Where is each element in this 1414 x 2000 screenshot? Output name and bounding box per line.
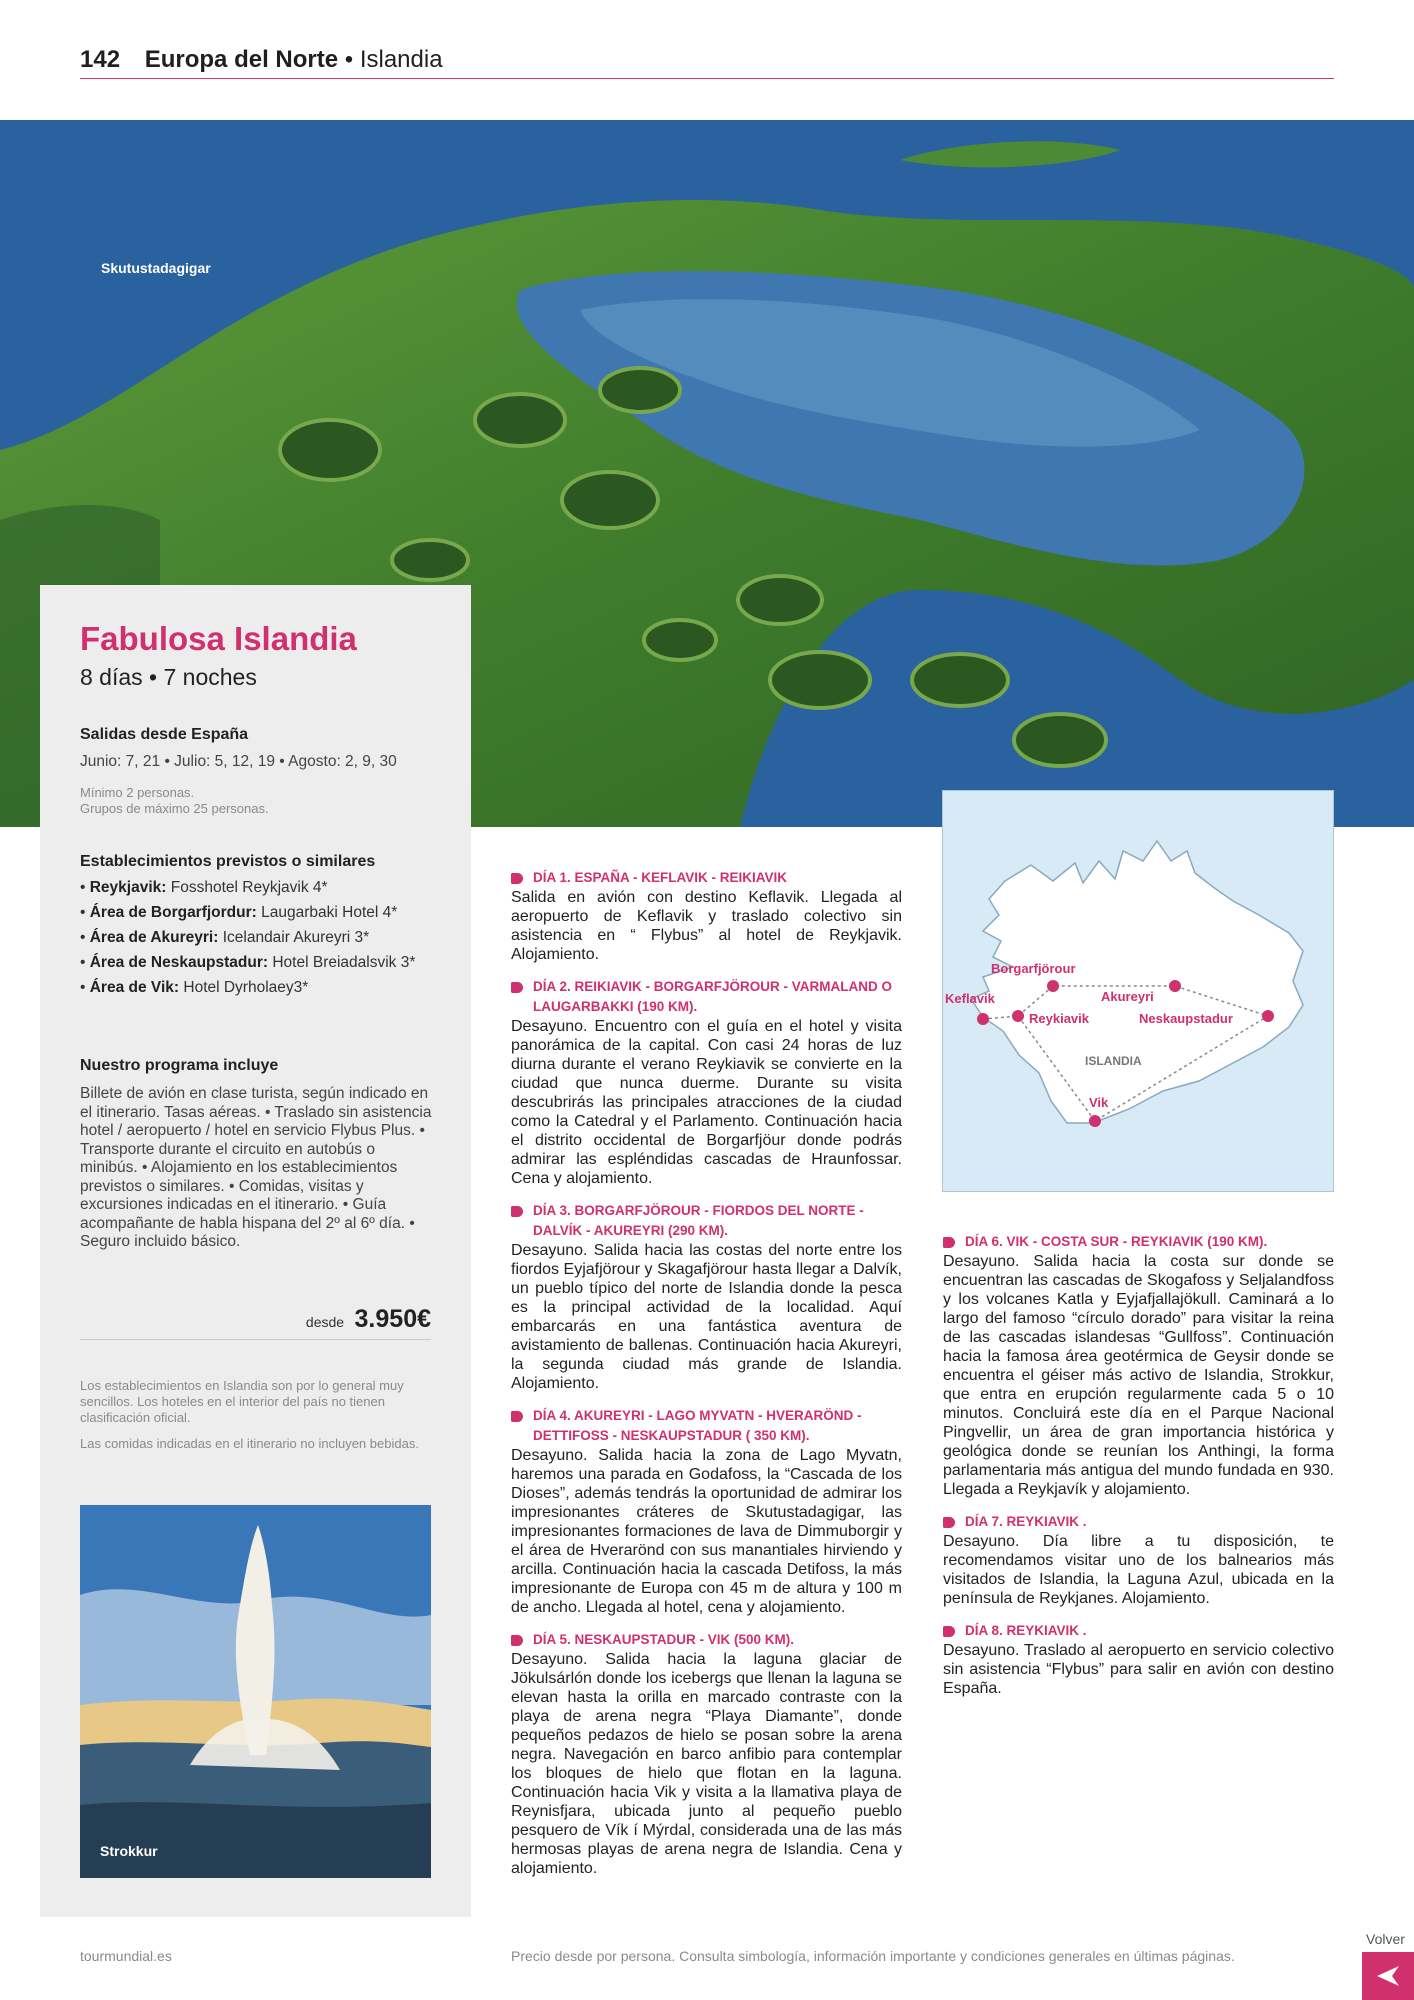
price-amount: 3.950€ [354,1305,431,1333]
day-title: DÍA 5. NESKAUPSTADUR - VIK (500 KM). [511,1630,902,1650]
map-label-borgarfjorour: Borgarfjörour [991,961,1076,976]
geyser-illustration [80,1505,431,1878]
map-label-reykiavik: Reykiavik [1029,1011,1089,1026]
departures-label: Salidas desde España [80,726,249,743]
map-label-vik: Vik [1089,1095,1109,1110]
program-label: Nuestro programa incluye [80,1057,279,1074]
map-marker-borgarfjorour [1047,980,1059,992]
price-divider [80,1339,431,1340]
map-label-keflavik: Keflavik [945,991,995,1006]
itinerary-day [511,1201,902,1393]
establishment-place: Área de Vik: [89,979,180,996]
page-number: 142 [80,46,121,73]
page-header [80,46,443,74]
itinerary-day [511,977,902,1188]
day-description: Desayuno. Salida hacia las costas del norte entre los fiordos Eyjafjörour y Skagafjörour hasta llegar a Dalvík, un pueblo típico del norte de Islandia donde la pesca es la principal actividad de la localidad. Aquí embarcarás en una fantástica aventura de avistamiento de ballenas. Continuación hacia Akureyri, la segunda ciudad más grande de Islandia. Alojamiento. [511,1242,902,1392]
map-marker-akureyri [1169,980,1181,992]
photo-caption: Strokkur [100,1843,158,1859]
day-title: DÍA 2. REIKIAVIK - BORGARFJÖROUR - VARMALAND O LAUGARBAKKI (190 KM). [511,977,902,1017]
list-item: • Área de Akureyri: Icelandair Akureyri 3* [80,929,370,946]
back-arrow-icon [1375,1964,1401,1988]
day-title: DÍA 1. ESPAÑA - KEFLAVIK - REIKIAVIK [511,868,902,888]
establishment-hotel: Fosshotel Reykjavik 4* [170,879,328,896]
day-description: Desayuno. Día libre a tu disposición, te recomendamos visitar uno de los balnearios más visitados de Islandia, la Laguna Azul, ubicada en la península de Reykjanes. Alojamiento. [943,1533,1334,1607]
meals-note: Las comidas indicadas en el itinerario no incluyen bebidas. [80,1436,419,1451]
map-marker-neskaupstadur [1262,1010,1274,1022]
day-description: Desayuno. Traslado al aeropuerto en servicio colectivo sin asistencia “Flybus” para salir en avión con destino España. [943,1642,1334,1697]
establishments-label: Establecimientos previstos o similares [80,853,376,870]
trip-title: Fabulosa Islandia [80,620,357,657]
section-title: Europa del Norte [144,46,339,73]
itinerary-column-left [511,868,902,1891]
header-divider [80,78,1334,79]
footer-website[interactable]: tourmundial.es [80,1948,172,1964]
itinerary-day [511,1406,902,1617]
day-title: DÍA 8. REYKIAVIK . [943,1621,1334,1641]
geyser-photo [80,1505,431,1878]
establishment-hotel: Laugarbaki Hotel 4* [261,904,398,921]
map-marker-keflavik [977,1013,989,1025]
itinerary-day [943,1621,1334,1698]
header-separator: • [344,46,354,73]
map-marker-reykiavik [1012,1010,1024,1022]
min-persons-note: Mínimo 2 personas. [80,785,195,800]
footer-disclaimer: Precio desde por persona. Consulta simbología, información importante y condiciones generales en últimas páginas. [511,1948,1235,1964]
max-group-note: Grupos de máximo 25 personas. [80,801,269,816]
price-prefix: desde [305,1314,345,1330]
day-description: Salida en avión con destino Keflavik. Llegada al aeropuerto de Keflavik y traslado colectivo sin asistencia en “ Flybus” al hotel de Reykjavik. Alojamiento. [511,889,902,963]
day-description: Desayuno. Encuentro con el guía en el hotel y visita panorámica de la capital. Con casi 24 horas de luz diurna durante el verano Reykiavik se convierte en la ciudad que nunca duerme. Durante su visita descubrirás las principales atracciones de la ciudad como la Catedral y el Parlamento. Continuación hacia el distrito occidental de Borgarfjöur donde podrás admirar las espléndidas cascadas de Hraunfossar. Cena y alojamiento. [511,1018,902,1187]
establishment-hotel: Hotel Dyrholaey3* [183,979,309,996]
itinerary-day [511,868,902,964]
departures-dates: Junio: 7, 21 • Julio: 5, 12, 19 • Agosto: 2, 9, 30 [80,753,397,770]
day-title: DÍA 4. AKUREYRI - LAGO MYVATN - HVERARÖND - DETTIFOSS - NESKAUPSTADUR ( 350 KM). [511,1406,902,1446]
list-item: • Área de Neskaupstadur: Hotel Breiadalsvik 3* [80,954,416,971]
day-title: DÍA 3. BORGARFJÖROUR - FIORDOS DEL NORTE - DALVÍK - AKUREYRI (290 KM). [511,1201,902,1241]
map-country-label: ISLANDIA [1085,1054,1142,1068]
day-description: Desayuno. Salida hacia la laguna glaciar de Jökulsárlón donde los icebergs que llenan la laguna se elevan hasta la orilla en marcado contraste con la playa de arena negra “Playa Diamante”, donde pequeños pedazos de hielo se posan sobre la arena negra. Navegación en barco anfibio para contemplar los bloques de hielo que flotan en la laguna. Continuación hacia Vik y visita a la llamativa playa de Reynisfjara, ubicada junto al pequeño pueblo pesquero de Vík í Mýrdal, considerada una de las más hermosas playas de arena negra de Islandia. Cena y alojamiento. [511,1651,902,1877]
map-label-neskaupstadur: Neskaupstadur [1139,1011,1233,1026]
establishment-place: Reykjavik: [89,879,167,896]
day-description: Desayuno. Salida hacia la zona de Lago Myvatn, haremos una parada en Godafoss, la “Cascada de los Dioses”, además tendrás la oportunidad de admirar los impresionantes cráteres de Skutustadagigar, las impresionantes formaciones de lava de Dimmuborgir y el área de Hverarönd con sus manantiales hirviendo y arcilla. Continuación hacia la cascada Detifoss, la más impresionante de Europa con 45 m de altura y 100 m de ancho. Llegada al hotel, cena y alojamiento. [511,1447,902,1616]
hero-caption: Skutustadagigar [101,260,211,276]
price-block [80,1305,431,1334]
itinerary-day [943,1512,1334,1608]
iceland-map [943,791,1334,1192]
establishment-hotel: Icelandair Akureyri 3* [222,929,370,946]
hotels-note: Los establecimientos en Islandia son por lo general muy sencillos. Los hoteles en el interior del país no tienen clasificación oficial. [80,1378,404,1425]
list-item: • Reykjavik: Fosshotel Reykjavik 4* [80,879,328,896]
establishment-place: Área de Borgarfjordur: [89,904,257,921]
back-label[interactable]: Volver [1366,1931,1405,1947]
itinerary-day [511,1630,902,1878]
establishment-place: Área de Neskaupstadur: [89,954,269,971]
day-title: DÍA 6. VIK - COSTA SUR - REYKIAVIK (190 KM). [943,1232,1334,1252]
list-item: • Área de Vik: Hotel Dyrholaey3* [80,979,309,996]
establishment-hotel: Hotel Breiadalsvik 3* [272,954,416,971]
establishments-list [80,879,440,1004]
establishment-place: Área de Akureyri: [89,929,219,946]
subsection-title: Islandia [359,46,443,73]
day-description: Desayuno. Salida hacia la costa sur donde se encuentran las cascadas de Skogafoss y Seljalandfoss y los volcanes Katla y Eyjafjallajökull. Caminará a lo largo del famoso “círculo dorado” para visitar la reina de las cascadas islandesas “Gullfoss”. Continuación hacia la famosa área geotérmica de Geysir donde se encuentra el géiser más activo de Islandia, Strokkur, que entra en erupción regularmente cada 5 o 10 minutos. Concluirá este día en el Parque Nacional Pingvellir, un área de gran importancia histórica y geológica donde se reunían los Anthingi, la forma parlamentaria más antigua del mundo fundada en 930. Llegada a Reykjavík y alojamiento. [943,1253,1334,1498]
back-button[interactable] [1362,1952,1414,2000]
list-item: • Área de Borgarfjordur: Laugarbaki Hotel 4* [80,904,398,921]
map-marker-vik [1089,1115,1101,1127]
program-text: Billete de avión en clase turista, según indicado en el itinerario. Tasas aéreas. • Traslado sin asistencia hotel / aeropuerto / hotel en servicio Flybus Plus. • Transporte durante el circuito en autobús o minibús. • Alojamiento en los establecimientos previstos o similares. • Comidas, visitas y excursiones indicadas en el itinerario. • Guía acompañante de habla hispana del 2º al 6º día. • Seguro incluido básico. [80,1085,432,1250]
route-map [942,790,1334,1192]
day-title: DÍA 7. REYKIAVIK . [943,1512,1334,1532]
map-label-akureyri: Akureyri [1101,989,1154,1004]
trip-duration: 8 días • 7 noches [80,664,257,690]
itinerary-column-right [943,1232,1334,1711]
itinerary-day [943,1232,1334,1499]
